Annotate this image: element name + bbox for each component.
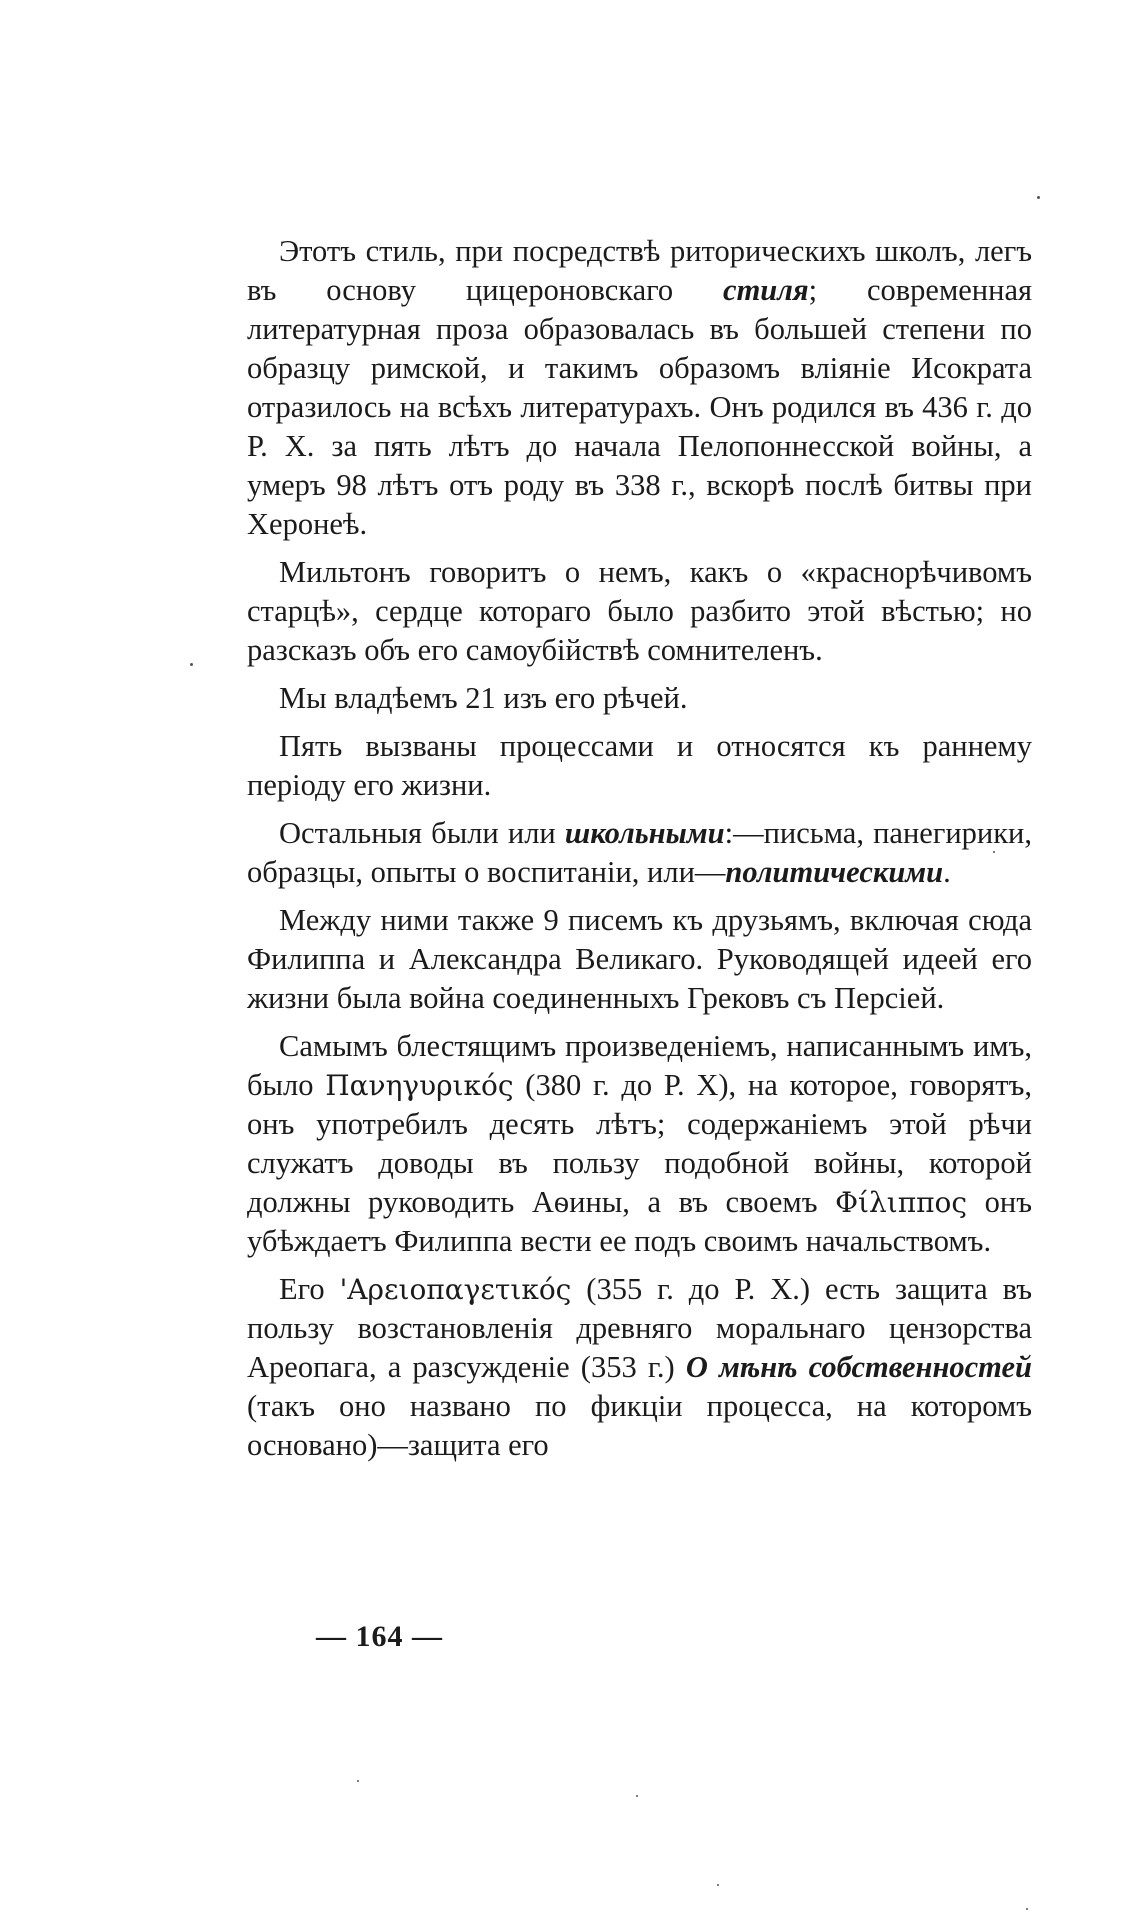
scan-speck	[636, 1795, 638, 1797]
italic-term: О мѣнѣ собственностей	[685, 1350, 1033, 1384]
italic-term: школьными	[564, 816, 725, 850]
page-number: — 164 —	[316, 1620, 443, 1653]
scan-speck	[1026, 1908, 1028, 1910]
paragraph	[247, 553, 1032, 670]
paragraph	[247, 232, 1032, 544]
italic-term: стиля	[723, 273, 809, 307]
text-run: Пять вызваны процессами и относятся къ раннему періоду его жизни.	[247, 729, 1032, 802]
paragraph	[247, 679, 1032, 718]
scan-speck	[1037, 196, 1040, 199]
text-run: (такъ оно названо по фикціи процесса, на которомъ основано)—защита его	[247, 1389, 1032, 1462]
scan-speck	[190, 663, 193, 666]
greek-title: 'Αρειοπαγετικός	[339, 1273, 572, 1306]
scan-speck	[993, 851, 995, 853]
text-run: :—письма, панегирики, образцы, опыты о воспитаніи, или—	[247, 816, 1032, 889]
text-run: .	[943, 855, 951, 889]
paragraph	[247, 814, 1032, 892]
text-run: (355 г. до Р. X.) есть защита въ пользу возстановленія древняго моральнаго цензорства Ареопага, а разсужденіе (353 г.)	[247, 1272, 1032, 1384]
greek-title: Πανηγυρικός	[325, 1069, 514, 1102]
text-run: Его	[279, 1272, 340, 1306]
text-run: ; современная литературная проза образовалась въ большей степени по образцу римской, и такимъ образомъ вліяніе Исократа отразилось на всѣхъ литературахъ. Онъ родился въ 436 г. до Р. X. за пять лѣтъ до начала Пелопоннесской войны, а умеръ 98 лѣтъ отъ роду въ 338 г., вскорѣ послѣ битвы при Херонеѣ.	[247, 273, 1033, 541]
text-run: Мы владѣемъ 21 изъ его рѣчей.	[279, 681, 688, 715]
text-run: Между ними также 9 писемъ къ друзьямъ, включая сюда Филиппа и Александра Великаго. Руководящей идеей его жизни была война соединенныхъ Грековъ съ Персіей.	[247, 903, 1032, 1015]
text-run: Остальныя были или	[279, 816, 565, 850]
paragraph	[247, 1270, 1032, 1465]
scan-speck	[717, 1884, 719, 1886]
italic-term: политическими	[725, 855, 944, 889]
text-run: Этотъ стиль, при посредствѣ риторическихъ школъ, легъ въ основу цицероновскаго	[247, 234, 1032, 307]
text-run: (380 г. до Р. X), на которое, говорятъ, онъ употребилъ десять лѣтъ; содержаніемъ этой рѣчи служатъ доводы въ пользу подобной войны, которой должны руководить Аѳины, а въ своемъ	[247, 1068, 1032, 1219]
paragraph	[247, 901, 1032, 1018]
text-run: онъ убѣждаетъ Филиппа вести ее подъ своимъ начальствомъ.	[247, 1185, 1033, 1258]
scan-speck	[357, 1780, 359, 1782]
paragraph	[247, 727, 1032, 805]
text-run: Мильтонъ говоритъ о немъ, какъ о «краснорѣчивомъ старцѣ», сердце котораго было разбито этой вѣстью; но разсказъ объ его самоубійствѣ сомнителенъ.	[247, 555, 1032, 667]
paragraph	[247, 1027, 1032, 1261]
greek-title: Φίλιππος	[835, 1186, 968, 1219]
body-text	[247, 232, 1032, 1474]
text-run: Самымъ блестящимъ произведеніемъ, написаннымъ имъ, было	[247, 1029, 1032, 1102]
